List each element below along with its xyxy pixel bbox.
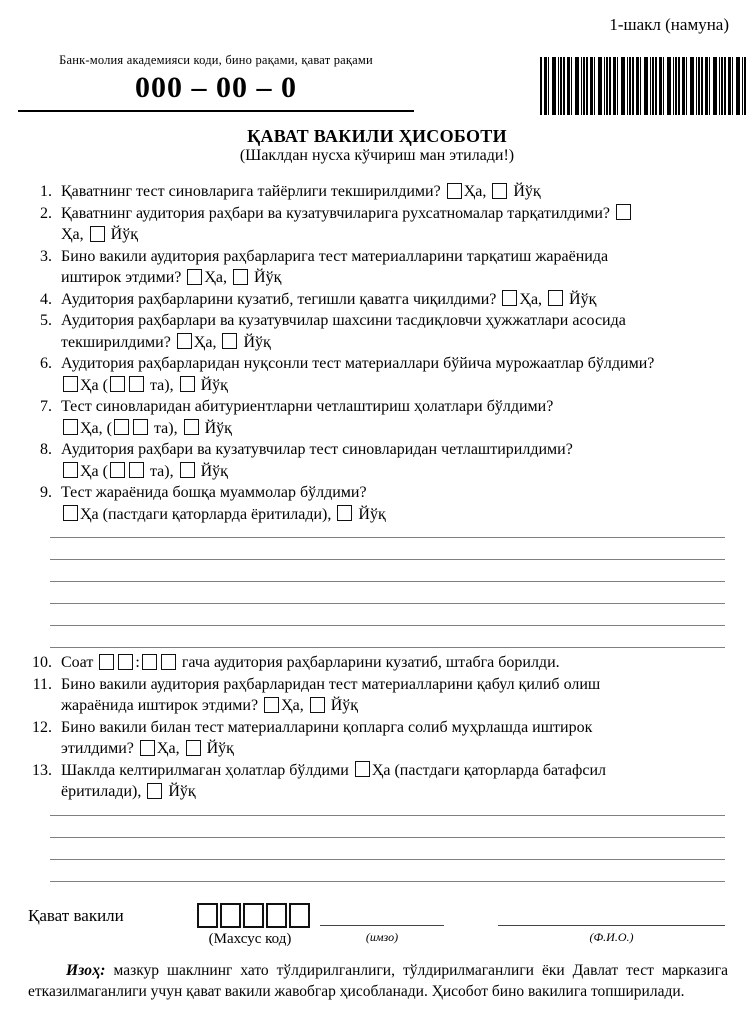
question-number: 4. bbox=[40, 290, 52, 308]
question-number: 12. bbox=[32, 718, 52, 736]
checkbox[interactable] bbox=[142, 654, 157, 670]
checkbox[interactable] bbox=[184, 419, 199, 435]
full-name-caption: (Ф.И.О.) bbox=[589, 929, 634, 944]
question-number: 13. bbox=[32, 761, 52, 779]
code-block bbox=[18, 53, 414, 112]
code-caption: Банк-молия академияси коди, бино рақами, қават рақами bbox=[59, 53, 373, 67]
question-text: Аудитория раҳбарлари ва кузатувчилар шахсини тасдиқловчи ҳужжатлари асосида текширилдими? Ҳа, Йўқ bbox=[61, 312, 626, 351]
answer-line[interactable] bbox=[50, 860, 725, 882]
question bbox=[28, 674, 731, 717]
question-number: 1. bbox=[40, 183, 52, 200]
checkbox[interactable] bbox=[177, 333, 192, 349]
answer-line[interactable] bbox=[50, 838, 725, 860]
checkbox[interactable] bbox=[337, 505, 352, 521]
question-text: Соат : гача аудитория раҳбарларини кузатиб, штабга борилди. bbox=[61, 654, 560, 671]
checkbox[interactable] bbox=[114, 419, 129, 435]
checkbox[interactable] bbox=[492, 183, 507, 199]
answer-line[interactable] bbox=[50, 538, 725, 560]
question-text: Тест жараёнида бошқа муаммолар бўлдими? Ҳа (пастдаги қаторларда ёритилади), Йўқ bbox=[61, 484, 386, 523]
checkbox[interactable] bbox=[180, 462, 195, 478]
question-number: 3. bbox=[40, 247, 52, 265]
question-text: Аудитория раҳбари ва кузатувчилар тест синовларидан четлаштирилдими? Ҳа ( та), Йўқ bbox=[61, 441, 573, 480]
signature-caption: (имзо) bbox=[365, 929, 399, 944]
answer-lines-section-1 bbox=[50, 527, 725, 648]
question bbox=[28, 203, 731, 246]
question bbox=[28, 310, 731, 353]
checkbox[interactable] bbox=[63, 462, 78, 478]
checkbox[interactable] bbox=[63, 419, 78, 435]
question-number: 6. bbox=[40, 355, 52, 372]
full-name-line[interactable] bbox=[498, 925, 725, 926]
question-text: Бино вакили аудитория раҳбарларидан тест материалларини қабул қилиб олиш жараёнида иштирок этдими? Ҳа, Йўқ bbox=[61, 675, 601, 714]
checkbox[interactable] bbox=[180, 376, 195, 392]
question bbox=[28, 353, 731, 396]
checkbox[interactable] bbox=[140, 740, 155, 756]
question-number: 8. bbox=[40, 441, 52, 458]
form-subtitle: (Шаклдан нусха кўчириш ман этилади!) bbox=[239, 147, 515, 164]
code-box[interactable] bbox=[197, 903, 218, 928]
question bbox=[28, 439, 731, 482]
question-number: 7. bbox=[40, 398, 52, 415]
form-number-label: 1-шакл (намуна) bbox=[609, 15, 729, 34]
checkbox[interactable] bbox=[264, 697, 279, 713]
question-text: Бино вакили аудитория раҳбарларига тест материалларини тарқатиш жараёнида иштирок этдими? Ҳа, Йўқ bbox=[61, 247, 609, 286]
question bbox=[28, 652, 731, 674]
question-text: Шаклда келтирилмаган ҳолатлар бўлдими Ҳа (пастдаги қаторларда батафсил ёритилади), Йўқ bbox=[61, 761, 606, 800]
question-text: Аудитория раҳбарларидан нуқсонли тест материаллари бўйича мурожаатлар бўлдими? Ҳа ( та), Йўқ bbox=[61, 355, 655, 394]
note-paragraph bbox=[28, 960, 728, 1002]
question bbox=[28, 396, 731, 439]
checkbox[interactable] bbox=[99, 654, 114, 670]
question bbox=[28, 181, 731, 203]
question-number: 5. bbox=[40, 312, 52, 329]
questions-section-1 bbox=[28, 181, 731, 525]
checkbox[interactable] bbox=[118, 654, 133, 670]
checkbox[interactable] bbox=[110, 462, 125, 478]
checkbox[interactable] bbox=[447, 183, 462, 199]
code-box[interactable] bbox=[266, 903, 287, 928]
special-code-boxes bbox=[197, 903, 312, 933]
question-number: 11. bbox=[32, 675, 52, 693]
checkbox[interactable] bbox=[161, 654, 176, 670]
question bbox=[28, 717, 731, 760]
question-number: 9. bbox=[40, 484, 52, 501]
checkbox[interactable] bbox=[502, 290, 517, 306]
note-text: мазкур шаклнинг хато тўлдирилганлиги, тўлдирилмаганлиги ёки Давлат тест марказига етказилмаганлиги учун қават вакили жавобгар ҳисобланади. Ҳисобот бино вакилига топширилади. bbox=[28, 961, 728, 1000]
signature-row bbox=[28, 902, 731, 954]
checkbox[interactable] bbox=[110, 376, 125, 392]
checkbox[interactable] bbox=[147, 783, 162, 799]
answer-line[interactable] bbox=[50, 527, 725, 538]
checkbox[interactable] bbox=[233, 269, 248, 285]
answer-line[interactable] bbox=[50, 582, 725, 604]
answer-line[interactable] bbox=[50, 626, 725, 648]
code-box[interactable] bbox=[289, 903, 310, 928]
signature-line[interactable] bbox=[320, 925, 444, 926]
question bbox=[28, 246, 731, 289]
question-number: 2. bbox=[40, 204, 52, 222]
question-text: Қаватнинг аудитория раҳбари ва кузатувчиларига рухсатномалар тарқатилдими? Ҳа, Йўқ bbox=[61, 203, 731, 246]
answer-line[interactable] bbox=[50, 805, 725, 816]
question bbox=[28, 760, 731, 803]
form-content bbox=[28, 181, 731, 1002]
code-box[interactable] bbox=[243, 903, 264, 928]
code-value: 000 – 00 – 0 bbox=[135, 71, 297, 104]
checkbox[interactable] bbox=[187, 269, 202, 285]
checkbox[interactable] bbox=[548, 290, 563, 306]
checkbox[interactable] bbox=[310, 697, 325, 713]
question bbox=[28, 289, 731, 311]
checkbox[interactable] bbox=[222, 333, 237, 349]
checkbox[interactable] bbox=[129, 376, 144, 392]
answer-line[interactable] bbox=[50, 560, 725, 582]
answer-line[interactable] bbox=[50, 604, 725, 626]
question-number: 10. bbox=[32, 654, 52, 671]
answer-lines-section-2 bbox=[50, 805, 725, 882]
checkbox[interactable] bbox=[129, 462, 144, 478]
question-text: Тест синовларидан абитуриентларни четлаштириш ҳолатлари бўлдими? Ҳа, ( та), Йўқ bbox=[61, 398, 554, 437]
form-title: ҚАВАТ ВАКИЛИ ҲИСОБОТИ bbox=[247, 126, 507, 146]
question-text: Бино вакили билан тест материалларини қопларга солиб муҳрлашда иштирок этилдими? Ҳа, Йўқ bbox=[61, 718, 593, 757]
checkbox[interactable] bbox=[63, 376, 78, 392]
code-box[interactable] bbox=[220, 903, 241, 928]
question-text: Аудитория раҳбарларини кузатиб, тегишли қаватга чиқилдими? Ҳа, Йўқ bbox=[61, 290, 597, 308]
signature-role-label: Қават вакили bbox=[28, 905, 124, 925]
answer-line[interactable] bbox=[50, 816, 725, 838]
checkbox[interactable] bbox=[63, 505, 78, 521]
special-code-caption: (Махсус код) bbox=[208, 930, 292, 947]
checkbox[interactable] bbox=[186, 740, 201, 756]
questions-section-2 bbox=[28, 652, 731, 803]
note-label: Изоҳ: bbox=[66, 961, 106, 979]
question-text: Қаватнинг тест синовларига тайёрлиги текширилдими? Ҳа, Йўқ bbox=[61, 183, 541, 200]
checkbox[interactable] bbox=[133, 419, 148, 435]
checkbox[interactable] bbox=[355, 761, 370, 777]
barcode-icon bbox=[540, 57, 746, 115]
question bbox=[28, 482, 731, 525]
checkbox[interactable] bbox=[616, 204, 631, 220]
checkbox[interactable] bbox=[90, 226, 105, 242]
